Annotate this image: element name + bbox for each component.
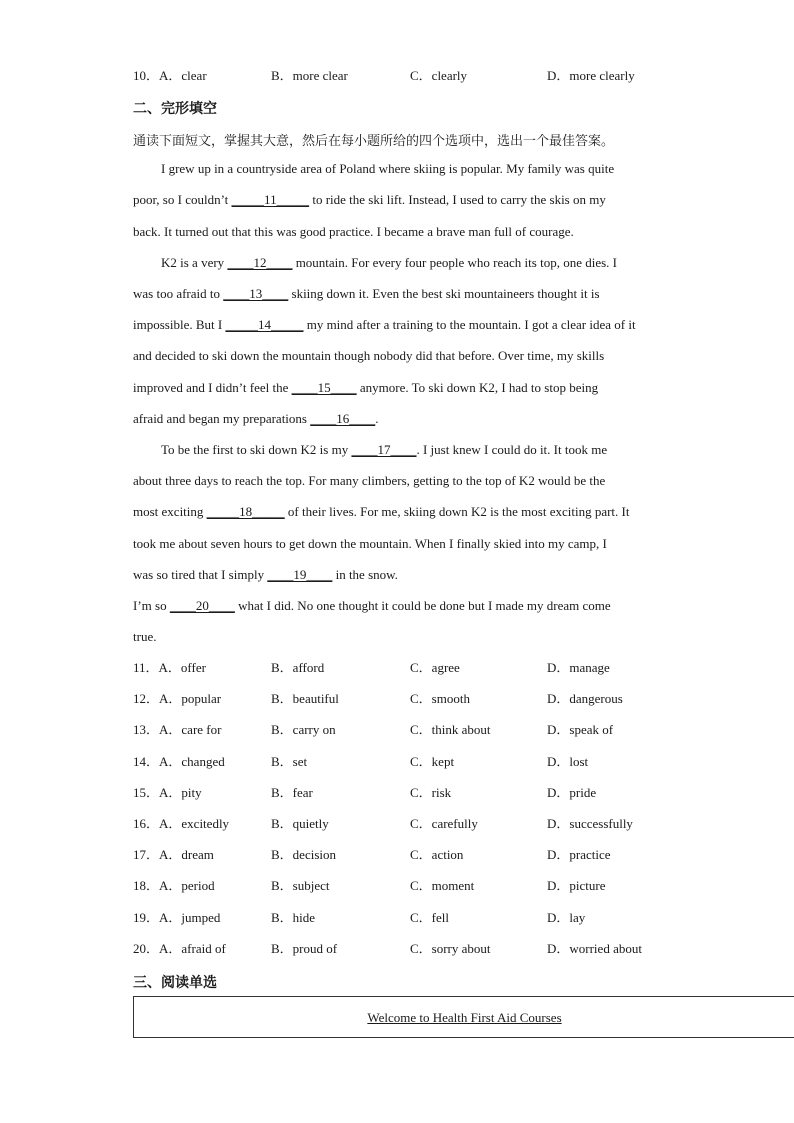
blank-19: ____19____ (267, 567, 333, 582)
option-b: B．subject (271, 878, 330, 893)
option-a: 16．A．excitedly (133, 816, 230, 831)
passage-line: I’m so ____20____ what I did. No one thought it could be done but I made my dream come (133, 598, 611, 613)
passage-line: afraid and began my preparations ____16____. (133, 411, 379, 426)
option-c: C．clearly (410, 68, 468, 83)
option-a: 15．A．pity (133, 785, 202, 800)
option-c: C．carefully (410, 816, 478, 831)
option-d: D．lay (547, 910, 586, 925)
question-number: 16． (133, 816, 160, 831)
question-number: 11． (133, 660, 159, 675)
option-a: 11．A．offer (133, 660, 206, 675)
option-a: 19．A．jumped (133, 910, 221, 925)
option-d: D．successfully (547, 816, 633, 831)
passage-line: impossible. But I _____14_____ my mind after a training to the mountain. I got a clear idea of it (133, 317, 636, 332)
section-heading-reading: 三、阅读单选 (133, 975, 217, 991)
question-number: 14． (133, 754, 160, 769)
question-number: 15． (133, 785, 160, 800)
passage-line: about three days to reach the top. For many climbers, getting to the top of K2 would be the (133, 473, 606, 488)
option-d: D．dangerous (547, 691, 623, 706)
option-a: 14．A．changed (133, 754, 225, 769)
passage-line: most exciting _____18_____ of their lives. For me, skiing down K2 is the most exciting part. It (133, 504, 630, 519)
section-instruction: 通读下面短文，掌握其大意，然后在每小题所给的四个选项中，选出一个最佳答案。 (133, 134, 615, 149)
question-number: 18． (133, 878, 160, 893)
passage-line: I grew up in a countryside area of Poland where skiing is popular. My family was quite (161, 161, 615, 176)
passage-line: and decided to ski down the mountain though nobody did that before. Over time, my skills (133, 348, 605, 363)
option-a: 13．A．care for (133, 722, 222, 737)
blank-12: ____12____ (227, 255, 293, 270)
option-d: D．pride (547, 785, 597, 800)
option-c: C．agree (410, 660, 460, 675)
option-c: C．kept (410, 754, 455, 769)
option-d: D．manage (547, 660, 610, 675)
passage-line: K2 is a very ____12____ mountain. For every four people who reach its top, one dies. I (161, 255, 617, 270)
option-d: D．worried about (547, 941, 642, 956)
option-b: B．beautiful (271, 691, 339, 706)
blank-11: _____11_____ (231, 192, 310, 207)
passage-line: true. (133, 629, 157, 644)
section-heading-cloze: 二、完形填空 (133, 101, 217, 117)
blank-15: ____15____ (291, 380, 357, 395)
question-number: 20． (133, 941, 160, 956)
option-b: B．fear (271, 785, 313, 800)
reading-box-title: Welcome to Health First Aid Courses (367, 1010, 562, 1025)
passage-line: To be the first to ski down K2 is my ____17____. I just knew I could do it. It took me (161, 442, 608, 457)
blank-20: ____20____ (169, 598, 235, 613)
option-a: 17．A．dream (133, 847, 214, 862)
passage-line: was too afraid to ____13____ skiing down it. Even the best ski mountaineers thought it is (133, 286, 600, 301)
option-b: B．decision (271, 847, 336, 862)
question-number: 17． (133, 847, 160, 862)
blank-13: ____13____ (223, 286, 289, 301)
question-number: 12． (133, 691, 160, 706)
blank-17: ____17____ (351, 442, 417, 457)
blank-14: _____14_____ (225, 317, 304, 332)
option-b: B．more clear (271, 68, 348, 83)
option-a: 10．A．clear (133, 68, 207, 83)
option-d: D．practice (547, 847, 611, 862)
option-b: B．afford (271, 660, 325, 675)
option-d: D．speak of (547, 722, 614, 737)
option-d: D．picture (547, 878, 606, 893)
option-b: B．quietly (271, 816, 329, 831)
option-c: C．risk (410, 785, 452, 800)
option-b: B．hide (271, 910, 316, 925)
option-c: C．smooth (410, 691, 470, 706)
passage-line: was so tired that I simply ____19____ in the snow. (133, 567, 398, 582)
option-c: C．fell (410, 910, 449, 925)
reading-box (133, 996, 794, 1038)
passage-line: poor, so I couldn’t _____11_____ to ride the ski lift. Instead, I used to carry the skis on my (133, 192, 606, 207)
blank-16: ____16____ (310, 411, 376, 426)
option-b: B．set (271, 754, 308, 769)
question-number: 13． (133, 722, 160, 737)
option-c: C．moment (410, 878, 475, 893)
option-a: 18．A．period (133, 878, 215, 893)
option-c: C．think about (410, 722, 491, 737)
option-c: C．sorry about (410, 941, 491, 956)
question-number: 19． (133, 910, 160, 925)
option-d: D．lost (547, 754, 589, 769)
option-b: B．carry on (271, 722, 336, 737)
passage-line: improved and I didn’t feel the ____15____ anymore. To ski down K2, I had to stop being (133, 380, 599, 395)
option-b: B．proud of (271, 941, 338, 956)
option-d: D．more clearly (547, 68, 635, 83)
option-c: C．action (410, 847, 464, 862)
passage-line: back. It turned out that this was good practice. I became a brave man full of courage. (133, 224, 574, 239)
option-a: 20．A．afraid of (133, 941, 226, 956)
passage-line: took me about seven hours to get down the mountain. When I finally skied into my camp, I (133, 536, 607, 551)
option-a: 12．A．popular (133, 691, 222, 706)
blank-18: _____18_____ (206, 504, 285, 519)
